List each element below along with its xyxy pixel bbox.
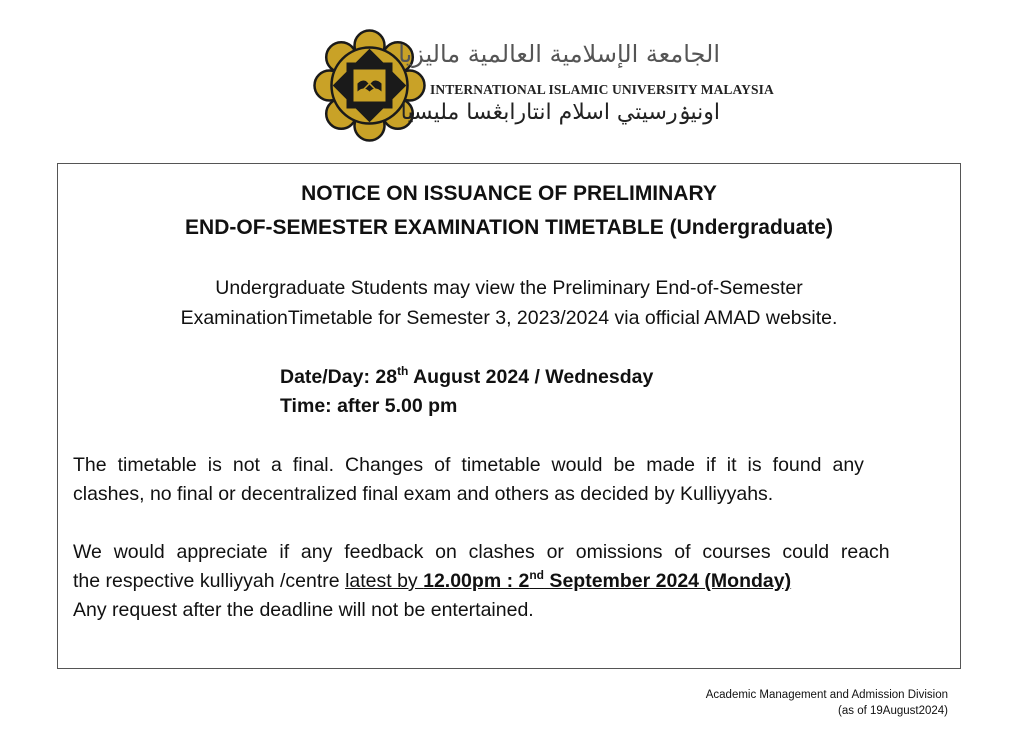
english-university-name: INTERNATIONAL ISLAMIC UNIVERSITY MALAYSIA <box>430 82 774 97</box>
deadline-ordinal: nd <box>529 568 545 582</box>
paragraph1-line1: The timetable is not a final. Changes of timetable would be made if it is found any <box>73 454 864 476</box>
date-ordinal: th <box>397 364 409 378</box>
time: Time: after 5.00 pm <box>280 395 458 417</box>
deadline-time: 12.00pm : 2 <box>423 570 530 592</box>
notice-title-line1: NOTICE ON ISSUANCE OF PRELIMINARY <box>301 182 717 205</box>
date-rest: August 2024 / Wednesday <box>408 366 654 388</box>
deadline <box>345 570 791 592</box>
paragraph2-line3: Any request after the deadline will not be entertained. <box>73 599 534 621</box>
deadline-date: September 2024 (Monday) <box>544 570 792 592</box>
arabic-university-name: الجامعة الإسلامية العالمية ماليزيا <box>398 40 720 68</box>
paragraph2-line2 <box>73 570 923 593</box>
date-label: Date/Day: 28 <box>280 366 398 388</box>
footer-date: (as of 19August2024) <box>838 705 948 717</box>
paragraph2-prefix: the respective kulliyyah /centre <box>73 570 346 592</box>
intro-line1: Undergraduate Students may view the Preliminary End-of-Semester <box>215 277 803 299</box>
paragraph2-line1: We would appreciate if any feedback on clashes or omissions of courses could reach <box>73 541 890 563</box>
intro-line2: ExaminationTimetable for Semester 3, 2023/2024 via official AMAD website. <box>180 307 838 329</box>
deadline-intro: latest by <box>345 570 424 592</box>
notice-box <box>57 163 961 669</box>
paragraph1-line2: clashes, no final or decentralized final exam and others as decided by Kulliyyahs. <box>73 483 774 505</box>
university-header <box>312 28 774 148</box>
jawi-university-name: اونيۏرسيتي اسلام انتارابڠسا مليسيا <box>400 100 720 125</box>
date-day <box>280 366 653 389</box>
footer-division: Academic Management and Admission Division <box>705 689 948 701</box>
notice-title-line2: END-OF-SEMESTER EXAMINATION TIMETABLE (Undergraduate) <box>185 216 833 239</box>
